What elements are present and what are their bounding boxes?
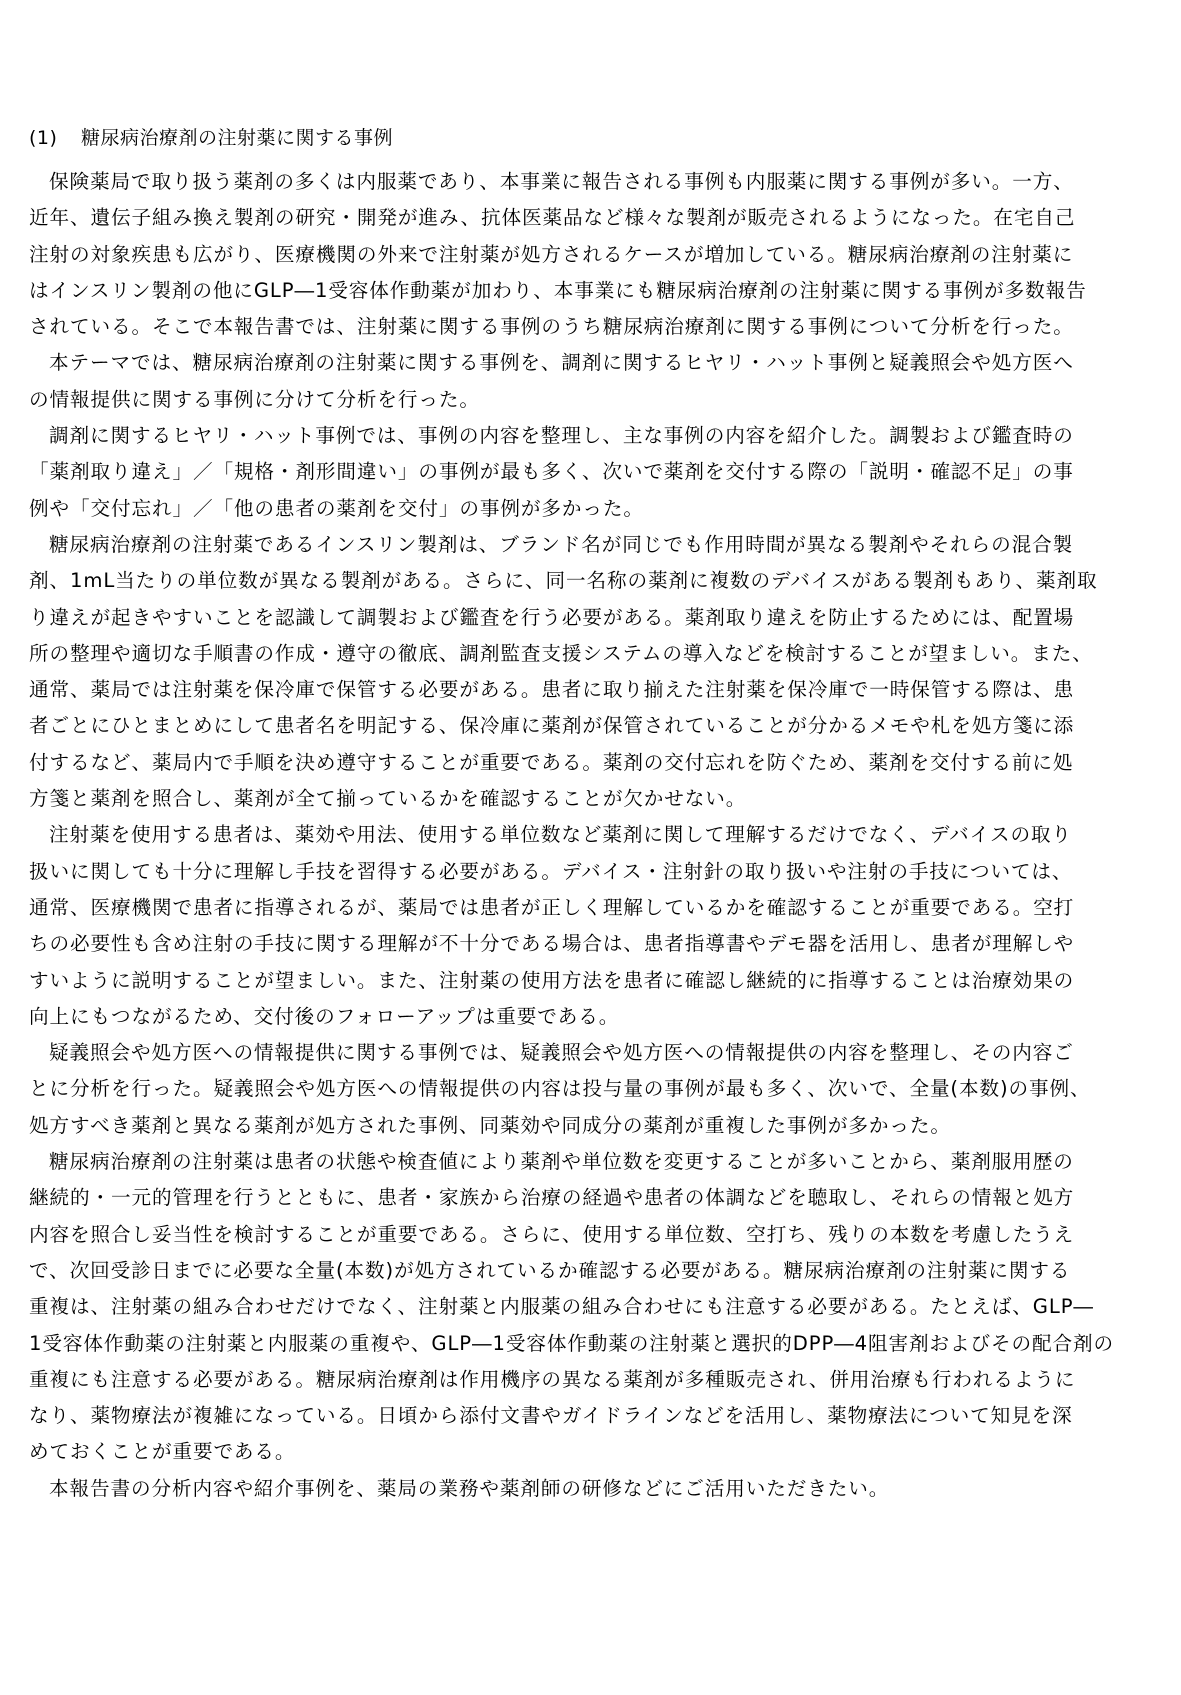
text-line: 所の整理や適切な手順書の作成・遵守の徹底、調剤監査支援システムの導入などを検討することが望ましい。また、: [29, 641, 1093, 665]
text-line: 例や「交付忘れ」／「他の患者の薬剤を交付」の事例が多かった。: [29, 496, 644, 520]
text-line: り違えが起きやすいことを認識して調製および鑑査を行う必要がある。薬剤取り違えを防止するためには、配置場: [29, 605, 1075, 629]
text-line: 注射薬を使用する患者は、薬効や用法、使用する単位数など薬剤に関して理解するだけでなく、デバイスの取り: [49, 823, 1072, 847]
text-line: 者ごとにひとまとめにして患者名を明記する、保冷庫に薬剤が保管されていることが分かるメモや札を処方箋に添: [29, 714, 1075, 738]
section-number: (1): [29, 127, 58, 149]
paragraph-theme: [29, 345, 1154, 418]
text-line: 糖尿病治療剤の注射薬であるインスリン製剤は、ブランド名が同じでも作用時間が異なる製剤やそれらの混合製: [49, 532, 1074, 556]
text-line: 通常、薬局では注射薬を保冷庫で保管する必要がある。患者に取り揃えた注射薬を保冷庫で一時保管する際は、患: [29, 678, 1075, 702]
text-line: 疑義照会や処方医への情報提供に関する事例では、疑義照会や処方医への情報提供の内容を整理し、その内容ご: [49, 1041, 1074, 1065]
paragraph-medication-management: [29, 1144, 1154, 1471]
text-line: 保険薬局で取り扱う薬剤の多くは内服薬であり、本事業に報告される事例も内服薬に関する事例が多い。一方、: [49, 170, 1074, 193]
text-line: 重複にも注意する必要がある。糖尿病治療剤は作用機序の異なる薬剤が多種販売され、併用治療も行われるように: [29, 1367, 1076, 1391]
text-line: とに分析を行った。疑義照会や処方医への情報提供の内容は投与量の事例が最も多く、次いで、全量(本数)の事例、: [29, 1077, 1091, 1101]
text-line: で、次回受診日までに必要な全量(本数)が処方されているか確認する必要がある。糖尿病治療剤の注射薬に関する: [29, 1258, 1071, 1282]
text-line: 重複は、注射薬の組み合わせだけでなく、注射薬と内服薬の組み合わせにも注意する必要がある。たとえば、GLP―: [29, 1295, 1094, 1319]
text-line: 向上にもつながるため、交付後のフォローアップは重要である。: [29, 1004, 620, 1028]
paragraph-dispensing-incidents: [29, 418, 1154, 527]
text-line: 剤、1mL当たりの単位数が異なる製剤がある。さらに、同一名称の薬剤に複数のデバイスがある製剤もあり、薬剤取: [29, 569, 1098, 593]
text-line: 方箋と薬剤を照合し、薬剤が全て揃っているかを確認することが欠かせない。: [29, 787, 747, 811]
text-line: 扱いに関しても十分に理解し手技を習得する必要がある。デバイス・注射針の取り扱いや注射の手技については、: [29, 859, 1073, 883]
text-line: 通常、医療機関で患者に指導されるが、薬局では患者が正しく理解しているかを確認することが重要である。空打: [29, 895, 1075, 919]
text-line: の情報提供に関する事例に分けて分析を行った。: [29, 387, 480, 411]
text-line: はインスリン製剤の他にGLP―1受容体作動薬が加わり、本事業にも糖尿病治療剤の注射薬に関する事例が多数報告: [29, 278, 1087, 302]
text-line: されている。そこで本報告書では、注射薬に関する事例のうち糖尿病治療剤に関する事例について分析を行った。: [29, 315, 1074, 339]
text-line: 本テーマでは、糖尿病治療剤の注射薬に関する事例を、調剤に関するヒヤリ・ハット事例と疑義照会や処方医へ: [49, 351, 1074, 375]
text-line: なり、薬物療法が複雑になっている。日頃から添付文書やガイドラインなどを活用し、薬物療法について知見を深: [29, 1404, 1073, 1428]
text-line: 処方すべき薬剤と異なる薬剤が処方された事例、同薬効や同成分の薬剤が重複した事例が多かった。: [29, 1113, 951, 1137]
text-line: 内容を照合し妥当性を検討することが重要である。さらに、使用する単位数、空打ち、残りの本数を考慮したうえ: [29, 1222, 1075, 1246]
paragraph-closing: [29, 1471, 1154, 1507]
text-line: 調剤に関するヒヤリ・ハット事例では、事例の内容を整理し、主な事例の内容を紹介した。調製および鑑査時の: [49, 424, 1074, 448]
paragraph-insulin-products: [29, 527, 1154, 817]
text-line: めておくことが重要である。: [29, 1440, 296, 1464]
text-line: 本報告書の分析内容や紹介事例を、薬局の業務や薬剤師の研修などにご活用いただきたい。: [49, 1476, 890, 1500]
text-line: 付するなど、薬局内で手順を決め遵守することが重要である。薬剤の交付忘れを防ぐため、薬剤を交付する前に処: [29, 750, 1074, 774]
document-page: [29, 125, 1154, 1507]
text-line: 糖尿病治療剤の注射薬は患者の状態や検査値により薬剤や単位数を変更することが多いことから、薬剤服用歴の: [49, 1150, 1074, 1174]
text-line: 1受容体作動薬の注射薬と内服薬の重複や、GLP―1受容体作動薬の注射薬と選択的DPP―4阻害剤およびその配合剤の: [29, 1331, 1114, 1355]
section-heading: [29, 125, 1154, 151]
text-line: 注射の対象疾患も広がり、医療機関の外来で注射薬が処方されるケースが増加している。糖尿病治療剤の注射薬に: [29, 242, 1074, 266]
text-line: 近年、遺伝子組み換え製剤の研究・開発が進み、抗体医薬品など様々な製剤が販売されるようになった。在宅自己: [29, 206, 1076, 230]
text-line: 「薬剤取り違え」／「規格・剤形間違い」の事例が最も多く、次いで薬剤を交付する際の「説明・確認不足」の事: [29, 460, 1074, 484]
paragraph-intro: [29, 164, 1154, 345]
text-line: すいように説明することが望ましい。また、注射薬の使用方法を患者に確認し継続的に指導することは治療効果の: [29, 968, 1075, 992]
text-line: ちの必要性も含め注射の手技に関する理解が不十分である場合は、患者指導書やデモ器を活用し、患者が理解しや: [29, 932, 1075, 956]
section-title: 糖尿病治療剤の注射薬に関する事例: [81, 127, 394, 149]
paragraph-patient-guidance: [29, 817, 1154, 1035]
text-line: 継続的・一元的管理を行うとともに、患者・家族から治療の経過や患者の体調などを聴取し、それらの情報と処方: [29, 1186, 1075, 1210]
paragraph-inquiries: [29, 1035, 1154, 1144]
